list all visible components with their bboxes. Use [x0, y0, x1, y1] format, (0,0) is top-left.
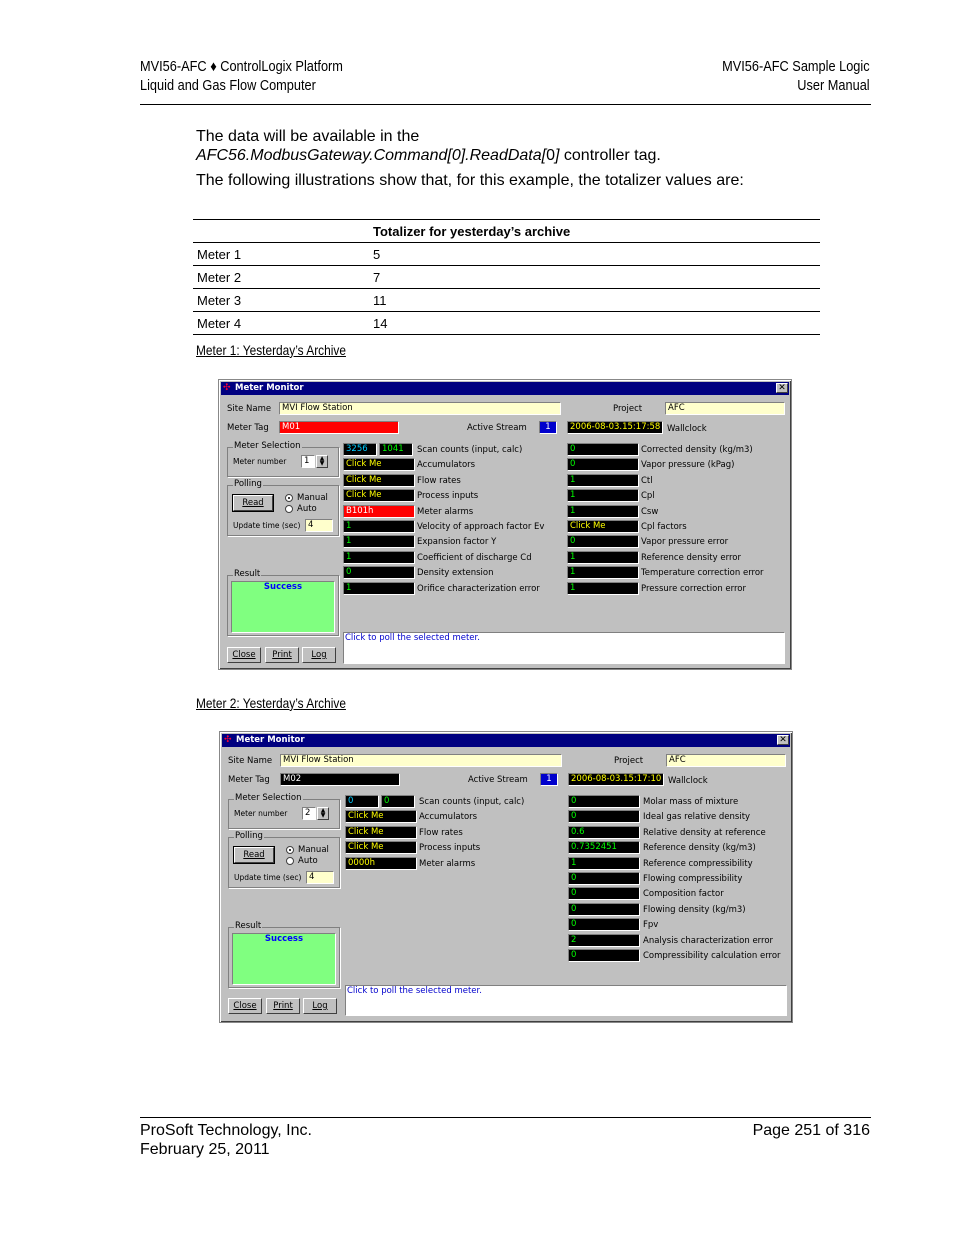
- tag-path: AFC56.ModbusGateway.Command[0].ReadData[: [196, 147, 547, 164]
- value-label: Relative density at reference: [643, 827, 766, 838]
- meter-cell: Meter 2: [193, 266, 369, 289]
- value-field: 1: [567, 505, 639, 518]
- value-field: 0.7352451: [568, 841, 640, 854]
- meter-cell: Meter 4: [193, 312, 369, 335]
- meter-number-spinner[interactable]: ▲ ▼: [317, 807, 329, 820]
- value-label: Flow rates: [419, 827, 463, 838]
- header-product: MVI56-AFC ♦ ControlLogix Platform: [140, 59, 343, 75]
- result-group: [228, 921, 340, 988]
- wallclock-label: Wallclock: [668, 776, 708, 786]
- meter-number-label: Meter number: [234, 809, 288, 818]
- manual-radio[interactable]: [286, 846, 294, 854]
- value-label: Molar mass of mixture: [643, 797, 739, 807]
- value-label: Vapor pressure (kPag): [641, 460, 735, 471]
- app-icon: ✣: [224, 735, 232, 745]
- value-label: Meter alarms: [419, 858, 476, 869]
- table-header-totalizer: Totalizer for yesterday’s archive: [369, 220, 820, 243]
- value-cell: 7: [369, 266, 820, 289]
- value-cell: 11: [369, 289, 820, 312]
- close-button[interactable]: Close: [228, 998, 262, 1014]
- table-row: [193, 243, 820, 266]
- auto-radio[interactable]: [285, 505, 293, 513]
- site-name-label: Site Name: [227, 404, 272, 414]
- intro-line2: [196, 146, 661, 165]
- window-title: Meter Monitor: [235, 383, 304, 393]
- caption-meter1: Meter 1: Yesterday’s Archive: [196, 342, 346, 358]
- totalizer-table: [193, 219, 820, 335]
- title-bar: [222, 734, 790, 747]
- click-me-button[interactable]: Click Me: [343, 458, 415, 471]
- close-button[interactable]: Close: [227, 647, 261, 663]
- polling-title: Polling: [235, 831, 263, 841]
- value-field: 0: [567, 535, 639, 548]
- result-title: Result: [234, 569, 261, 579]
- title-bar: [221, 382, 789, 395]
- footer-date: February 25, 2011: [140, 1141, 270, 1158]
- meter-number-field[interactable]: 1: [301, 455, 315, 468]
- value-label: Composition factor: [643, 889, 724, 900]
- meter-number-field[interactable]: 2: [302, 807, 316, 820]
- value-field: 0: [568, 949, 640, 962]
- result-field: Success: [232, 933, 336, 985]
- value-label: Orifice characterization error: [417, 583, 540, 594]
- update-time-field[interactable]: 4: [306, 871, 334, 884]
- header-subtitle: Liquid and Gas Flow Computer: [140, 78, 316, 94]
- value-field: 1: [567, 582, 639, 595]
- value-label: Process inputs: [417, 491, 479, 502]
- value-field: 1: [567, 489, 639, 502]
- result-field: Success: [231, 581, 335, 633]
- value-label: Fpv: [643, 920, 659, 931]
- value-label: Ctl: [641, 475, 653, 486]
- click-me-button[interactable]: Click Me: [567, 520, 639, 533]
- wallclock-field: 2006-08-03.15:17:58: [567, 421, 663, 434]
- value-label: Cpl: [641, 491, 655, 502]
- value-label: Scan counts (input, calc): [419, 797, 525, 807]
- value-label: Process inputs: [419, 843, 481, 854]
- project-label: Project: [613, 404, 643, 414]
- value-label: Flowing density (kg/m3): [643, 904, 746, 915]
- status-message: Click to poll the selected meter.: [343, 632, 785, 664]
- update-time-label: Update time (sec): [233, 521, 301, 530]
- click-me-button[interactable]: Click Me: [345, 841, 417, 854]
- value-label: Ideal gas relative density: [643, 812, 751, 823]
- caption-meter2: Meter 2: Yesterday’s Archive: [196, 695, 346, 711]
- print-button[interactable]: Print: [266, 998, 300, 1014]
- header-doc-type: User Manual: [797, 78, 870, 94]
- value-field: 2: [568, 934, 640, 947]
- result-title: Result: [235, 921, 262, 931]
- intro-line1: The data will be available in the: [196, 128, 420, 145]
- value-label: Reference density (kg/m3): [643, 843, 756, 854]
- meter-tag-label: Meter Tag: [228, 775, 270, 785]
- meter-monitor-window-2: [219, 731, 793, 1023]
- value-field: 0: [568, 810, 640, 823]
- value-label: Scan counts (input, calc): [417, 445, 523, 455]
- active-stream-field: 1: [540, 773, 558, 786]
- header-rule: [140, 104, 871, 105]
- value-field: 1: [343, 582, 415, 595]
- app-icon: ✣: [223, 383, 231, 393]
- active-stream-label: Active Stream: [468, 775, 528, 785]
- manual-label: Manual: [297, 493, 328, 503]
- value-field: 1: [567, 551, 639, 564]
- value-label: Reference density error: [641, 552, 741, 563]
- click-me-button[interactable]: Click Me: [345, 810, 417, 823]
- value-field: 0.6: [568, 826, 640, 839]
- scan-count-input-field: 0: [345, 795, 379, 808]
- log-button[interactable]: Log: [303, 998, 337, 1014]
- value-label: Corrected density (kg/m3): [641, 445, 753, 455]
- auto-label: Auto: [297, 504, 317, 514]
- value-field: 0: [568, 918, 640, 931]
- value-field: 1: [343, 520, 415, 533]
- polling-title: Polling: [234, 479, 262, 489]
- value-field: 0: [567, 443, 639, 456]
- value-cell: 5: [369, 243, 820, 266]
- project-label: Project: [614, 756, 644, 766]
- meter-tag-label: Meter Tag: [227, 423, 269, 433]
- value-field: 0: [343, 566, 415, 579]
- manual-radio[interactable]: [285, 494, 293, 502]
- value-field: 0: [568, 887, 640, 900]
- value-label: Temperature correction error: [641, 568, 764, 579]
- value-label: Velocity of approach factor Ev: [417, 522, 545, 532]
- value-label: Flow rates: [417, 475, 461, 486]
- log-button[interactable]: Log: [302, 647, 336, 663]
- value-label: Accumulators: [419, 812, 478, 823]
- value-field: 0: [568, 872, 640, 885]
- header-left: [140, 58, 343, 96]
- footer-left: [140, 1121, 312, 1159]
- polling-group: [227, 479, 339, 536]
- site-name-field[interactable]: MVI Flow Station: [279, 402, 561, 415]
- site-name-field[interactable]: MVI Flow Station: [280, 754, 562, 767]
- value-field: 1: [568, 857, 640, 870]
- footer-company: ProSoft Technology, Inc.: [140, 1122, 312, 1139]
- value-label: Expansion factor Y: [417, 537, 497, 548]
- active-stream-field: 1: [539, 421, 557, 434]
- status-message: Click to poll the selected meter.: [345, 985, 787, 1016]
- table-row: [193, 266, 820, 289]
- header-right: [722, 58, 870, 96]
- close-icon[interactable]: ✕: [777, 735, 789, 745]
- value-field: B101h: [343, 505, 415, 518]
- value-label: Cpl factors: [641, 522, 687, 532]
- value-field: 0000h: [345, 857, 417, 870]
- table-row: [193, 312, 820, 335]
- value-label: Density extension: [417, 568, 494, 579]
- wallclock-field: 2006-08-03.15:17:10: [568, 773, 664, 786]
- value-field: 0: [568, 903, 640, 916]
- polling-group: [228, 831, 340, 888]
- intro-line2-tail: controller tag.: [559, 147, 661, 164]
- project-field[interactable]: AFC: [665, 402, 785, 415]
- value-label: Flowing compressibility: [643, 874, 743, 884]
- value-cell: 14: [369, 312, 820, 335]
- wallclock-label: Wallclock: [667, 424, 707, 434]
- value-label: Pressure correction error: [641, 583, 746, 594]
- header-section: MVI56-AFC Sample Logic: [722, 59, 870, 75]
- value-field: 0: [568, 795, 640, 808]
- meter-cell: Meter 1: [193, 243, 369, 266]
- value-label: Meter alarms: [417, 506, 474, 517]
- meter-selection-title: Meter Selection: [234, 441, 301, 451]
- value-label: Reference compressibility: [643, 858, 753, 869]
- meter-number-label: Meter number: [233, 457, 287, 466]
- footer-rule: [140, 1117, 871, 1118]
- meter-tag-field[interactable]: M01: [279, 421, 399, 434]
- update-time-field[interactable]: 4: [305, 519, 333, 532]
- scan-count-calc-field: 0: [381, 795, 415, 808]
- value-field: 0: [567, 458, 639, 471]
- value-label: Coefficient of discharge Cd: [417, 552, 532, 563]
- meter-selection-group: [227, 441, 339, 477]
- print-button[interactable]: Print: [265, 647, 299, 663]
- auto-radio[interactable]: [286, 857, 294, 865]
- auto-label: Auto: [298, 856, 318, 866]
- intro-line3: The following illustrations show that, for this example, the totalizer values are:: [196, 172, 744, 189]
- click-me-button[interactable]: Click Me: [343, 489, 415, 502]
- site-name-label: Site Name: [228, 756, 273, 766]
- meter-monitor-window-1: [218, 379, 792, 670]
- value-label: Analysis characterization error: [643, 935, 774, 946]
- tag-index: 0: [546, 147, 555, 164]
- meter-cell: Meter 3: [193, 289, 369, 312]
- value-field: 1: [567, 474, 639, 487]
- table-row: [193, 289, 820, 312]
- value-label: Vapor pressure error: [641, 537, 729, 548]
- meter-selection-group: [228, 793, 340, 829]
- value-label: Accumulators: [417, 460, 476, 471]
- read-button[interactable]: Read: [233, 495, 273, 511]
- meter-number-spinner[interactable]: ▲ ▼: [316, 455, 328, 468]
- footer-page: Page 251 of 316: [752, 1122, 870, 1139]
- read-button[interactable]: Read: [234, 847, 274, 863]
- update-time-label: Update time (sec): [234, 873, 302, 882]
- meter-selection-title: Meter Selection: [235, 793, 302, 803]
- result-group: [227, 569, 339, 636]
- value-label: Csw: [641, 506, 659, 517]
- click-me-button[interactable]: Click Me: [343, 474, 415, 487]
- project-field[interactable]: AFC: [666, 754, 786, 767]
- table-header-row: [193, 220, 820, 243]
- scan-count-calc-field: 1041: [379, 443, 413, 456]
- active-stream-label: Active Stream: [467, 423, 527, 433]
- value-field: 1: [343, 551, 415, 564]
- tag-bracket: ]: [555, 147, 560, 164]
- window-title: Meter Monitor: [236, 735, 305, 745]
- close-icon[interactable]: ✕: [776, 383, 788, 393]
- manual-label: Manual: [298, 845, 329, 855]
- value-field: 1: [567, 566, 639, 579]
- value-label: Compressibility calculation error: [643, 951, 781, 961]
- click-me-button[interactable]: Click Me: [345, 826, 417, 839]
- scan-count-input-field: 3256: [343, 443, 377, 456]
- value-field: 1: [343, 535, 415, 548]
- meter-tag-field[interactable]: M02: [280, 773, 400, 786]
- table-header-blank: [193, 220, 369, 243]
